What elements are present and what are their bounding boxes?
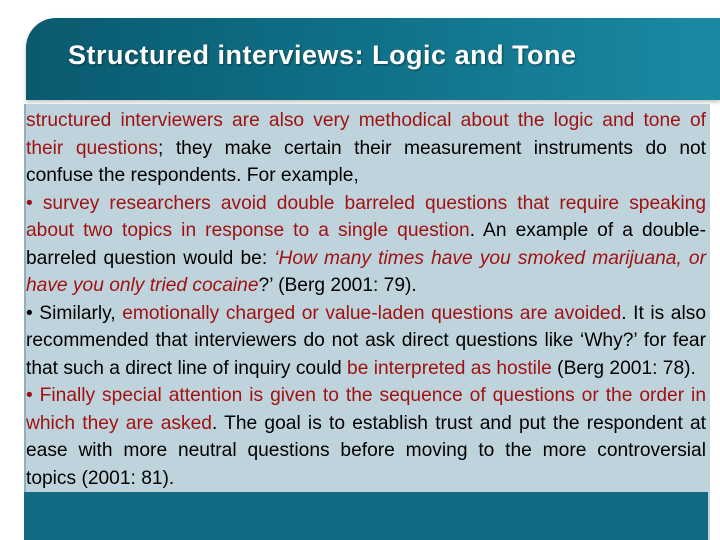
p4-text: . The goal is to establish trust and put the respondent at ease with more neutral questions before moving to the more controversial topics (2001: 81). [26,412,707,489]
paragraph-sequence [26,382,706,492]
p3-text-3: (Berg 2001: 78). [551,357,696,379]
p2-example-question: ‘How many times have you smoked marijuana, or have you only tried cocaine [26,247,706,296]
p2-highlight: • survey researchers avoid double barreled questions that require speaking about two topics in response to a single question [26,192,706,241]
paragraph-double-barreled [26,190,706,300]
slide-title: Structured interviews: Logic and Tone [68,40,577,70]
p1-highlight: structured interviewers are also very methodical about the logic and tone of their questions [26,110,706,159]
p3-highlight-1: emotionally charged or value-laden questions are avoided [122,302,622,324]
p3-text-1: • Similarly, [26,302,123,324]
paragraph-logic-tone [26,107,706,190]
body-text [26,107,706,492]
p1-text: ; they make certain their measurement instruments do not confuse the respondents. For example, [26,137,707,186]
paragraph-emotionally-charged [26,300,706,383]
bottom-bar [24,492,708,540]
p4-highlight: • Finally special attention is given to the sequence of questions or the order in which they are asked [26,385,706,434]
p3-highlight-2: be interpreted as hostile [347,357,552,379]
p2-text-1: . An example of a double-barreled question would be: [26,220,706,269]
p2-text-2: ?’ (Berg 2001: 79). [258,275,417,296]
p3-text-2: . It is also recommended that interviewers do not ask direct questions like ‘Why?’ for fear that such a direct line of inquiry could [26,302,706,379]
